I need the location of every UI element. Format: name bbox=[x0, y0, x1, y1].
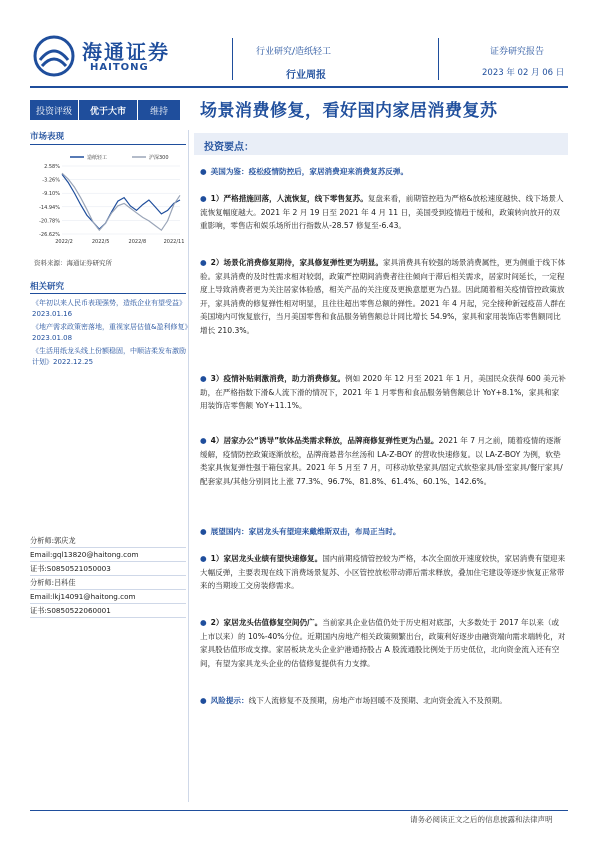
para-lead: 1）严格措施回落，人流恢复，线下零售复苏。 bbox=[210, 194, 368, 203]
bullet-icon: ● bbox=[200, 374, 207, 383]
para-lead: 风险提示： bbox=[210, 696, 249, 705]
para-body: 例如 2020 年 12 月至 2021 年 1 月，美国民众获得 600 美元补助，在严格指数下滑&人流下滑的情况下，2021 年 1 月零售和食品服务销售额总计 YoY+8.1%，家具和家用装饰店零售额 YoY+11.1%。 bbox=[200, 374, 566, 410]
related-research-title: 相关研究 bbox=[30, 282, 65, 292]
header-rule bbox=[30, 86, 568, 88]
bullet-icon: ● bbox=[200, 696, 207, 705]
related-item-date: 2023.01.08 bbox=[32, 334, 73, 342]
para-3 bbox=[200, 372, 566, 413]
para-lead: 2）家居龙头估值修复空间仍广。 bbox=[210, 618, 323, 627]
y-tick-label: -9.10% bbox=[42, 191, 60, 198]
x-tick-label: 2022/8 bbox=[128, 239, 147, 245]
logo-en: HAITONG bbox=[90, 62, 149, 73]
market-rule bbox=[30, 144, 186, 145]
para-lead: 4）居家办公“诱导”软体品类需求释放，品牌商修复弹性更为凸显。 bbox=[210, 436, 439, 445]
haitong-emblem-icon bbox=[32, 34, 76, 78]
para-body: 线下人流修复不及预期，房地产市场回暖不及预期、北向资金流入不及预期。 bbox=[248, 696, 507, 705]
market-performance-chart bbox=[30, 150, 186, 248]
x-tick-label: 2022/11 bbox=[163, 239, 185, 245]
footer-rule bbox=[30, 810, 568, 811]
y-tick-label: -26.62% bbox=[39, 232, 60, 238]
column-divider bbox=[188, 130, 189, 802]
rating-bar bbox=[30, 100, 190, 120]
header-doc-type: 证券研究报告 bbox=[490, 47, 545, 57]
x-tick-label: 2022/2 bbox=[55, 239, 73, 245]
rating-value: 优于大市 bbox=[78, 100, 137, 120]
para-2 bbox=[200, 256, 566, 337]
related-item[interactable] bbox=[32, 322, 192, 344]
header-divider-right bbox=[438, 38, 439, 80]
para-body: 2021 年 7 月之前，随着疫情的逐渐缓解，疫情防控政策逐渐放松，品牌商悬普尔丝汤和 LA-Z-BOY 的营收快速修复。以 LA-Z-BOY 为例，软垫类家具恢复弹性强于箱包家具。2021 年 5 月至 7 月，可移动软垫家具/固定式软垫家具/卧室家具/餐厅家具/配套家具/其他分别同比上涨 77.3%、96.7%、81.8%、61.4%、60.1%、142.6%。 bbox=[200, 436, 563, 486]
para-body: 当前家具企业估值仍处于历史相对底部，大多数处于 2017 年以来（或上市以来）的 10%-40%分位。近期国内房地产相关政策频繁出台，政策利好逐步由融资端向需求端转化，对家具股估值形成支撑。家居板块龙头企业沪港通持股占 A 股流通股比例处于历史低位，北向资金流入还有空间，有望为家具龙头企业的估值修复提供有力支撑。 bbox=[200, 618, 566, 668]
chart-source: 资料来源：海通证券研究所 bbox=[34, 259, 112, 267]
rating-change: 维持 bbox=[137, 100, 180, 120]
para-lead: 3）疫情补贴刺激消费，助力消费修复。 bbox=[210, 374, 346, 383]
related-item-text: 《生活用纸龙头线上份额稳固，中顺洁柔发布激励计划》 bbox=[32, 347, 186, 366]
legend-label: 沪深300 bbox=[149, 155, 169, 161]
analyst-name: 分析师:郭庆龙 bbox=[30, 534, 186, 548]
header-category: 行业研究/造纸轻工 bbox=[256, 47, 332, 57]
bullet-icon: ● bbox=[200, 554, 207, 563]
para-lead: 2）场景化消费修复期待，家具修复弹性更为明显。 bbox=[210, 258, 383, 267]
related-item-date: 2022.12.25 bbox=[53, 358, 94, 366]
related-item-text: 《年初以来人民币表现强势，造纸企业有望受益》 bbox=[32, 299, 186, 307]
bullet-icon: ● bbox=[200, 618, 207, 627]
y-tick-label: -20.78% bbox=[39, 218, 60, 225]
related-item[interactable] bbox=[32, 298, 192, 320]
para-risk bbox=[200, 694, 566, 708]
series-line-0 bbox=[62, 174, 180, 229]
para-us-lesson bbox=[200, 165, 566, 179]
y-tick-label: 2.58% bbox=[44, 164, 60, 170]
y-tick-label: -3.26% bbox=[42, 177, 60, 184]
para-lead: 美国为鉴：疫松疫情防控后，家居消费迎来消费复苏反弹。 bbox=[210, 167, 409, 176]
bullet-icon: ● bbox=[200, 258, 207, 267]
footer-disclaimer: 请务必阅读正文之后的信息披露和法律声明 bbox=[410, 815, 553, 824]
related-item-text: 《地产需求政策密落地，重视家居估值&盈利修复》 bbox=[32, 323, 192, 331]
company-logo bbox=[32, 34, 202, 78]
legend-label: 造纸轻工 bbox=[87, 155, 108, 161]
x-tick-label: 2022/5 bbox=[91, 239, 110, 245]
bullet-icon: ● bbox=[200, 436, 207, 445]
analyst-email[interactable]: Email:lkj14091@haitong.com bbox=[30, 590, 186, 604]
invest-title: 投资要点： bbox=[204, 142, 254, 153]
report-title: 场景消费修复，看好国内家居消费复苏 bbox=[200, 101, 498, 121]
header-divider bbox=[232, 38, 233, 80]
analyst-cert: 证书:S0850522060001 bbox=[30, 604, 186, 618]
bullet-icon: ● bbox=[200, 194, 207, 203]
header-date: 2023 年 02 月 06 日 bbox=[482, 68, 565, 78]
related-item[interactable] bbox=[32, 346, 192, 368]
related-rule bbox=[30, 293, 186, 294]
para-body: 复盘来看，前期管控趋为严格&放松速度越快、线下场景人流恢复幅度越大。2021 年 2 月 19 日至 2021 年 4 月 11 日，美国受到疫情趋于缓和，政策转向放开的双重影响，零售店和娱乐场所出行指数从-28.57 修复至-6.43。 bbox=[200, 194, 564, 230]
analyst-block bbox=[30, 534, 186, 618]
para-body: 家具消费具有较强的场景消费属性，更为侧重于线下体验。家具消费的及时性需求相对较弱，政策严控期间消费者往往倾向于滞后相关需求，居家时间延长，一定程度上导致消费者更为关注居家体验感，相关产品的关注度及更换意愿更为凸显。因此随着相关疫情管控政策放开，家具消费的修复弹性相对明显，且往往超出零售总额的弹性。2021 年 4 月起，完全接种新冠疫苗人群在美国境内可恢复旅行，当月美国零售和食品服务销售额总计同比增长 54.9%，家具和家用装饰店零售额同比增长 210.3%。 bbox=[200, 258, 566, 335]
analyst-cert: 证书:S0850521050003 bbox=[30, 562, 186, 576]
bullet-icon: ● bbox=[200, 167, 207, 176]
market-performance-title: 市场表现 bbox=[30, 132, 65, 142]
logo-cn: 海通证券 bbox=[82, 40, 170, 64]
para-body: 国内前期疫情管控较为严格，本次全面放开速度较快，家居消费有望迎来大幅反弹，主要表现在线下消费场景复苏、小区管控放松带动滞后需求释放，叠加住宅建设等逐步恢复正常带来的当期竣工交房装修需求。 bbox=[200, 554, 566, 590]
related-item-date: 2023.01.16 bbox=[32, 310, 73, 318]
analyst-name: 分析师:吕科佳 bbox=[30, 576, 186, 590]
para-lead: 展望国内：家居龙头有望迎来戴维斯双击，布局正当时。 bbox=[210, 527, 401, 536]
para-6 bbox=[200, 552, 566, 593]
para-lead: 1）家居龙头业绩有望快速修复。 bbox=[210, 554, 323, 563]
analyst-email[interactable]: Email:gql13820@haitong.com bbox=[30, 548, 186, 562]
para-1 bbox=[200, 192, 566, 233]
para-4 bbox=[200, 434, 566, 488]
rating-label: 投资评级 bbox=[30, 100, 78, 120]
para-domestic bbox=[200, 525, 566, 539]
para-7 bbox=[200, 616, 566, 670]
y-tick-label: -14.94% bbox=[39, 204, 60, 211]
header-report-type: 行业周报 bbox=[286, 70, 326, 81]
bullet-icon: ● bbox=[200, 527, 207, 536]
